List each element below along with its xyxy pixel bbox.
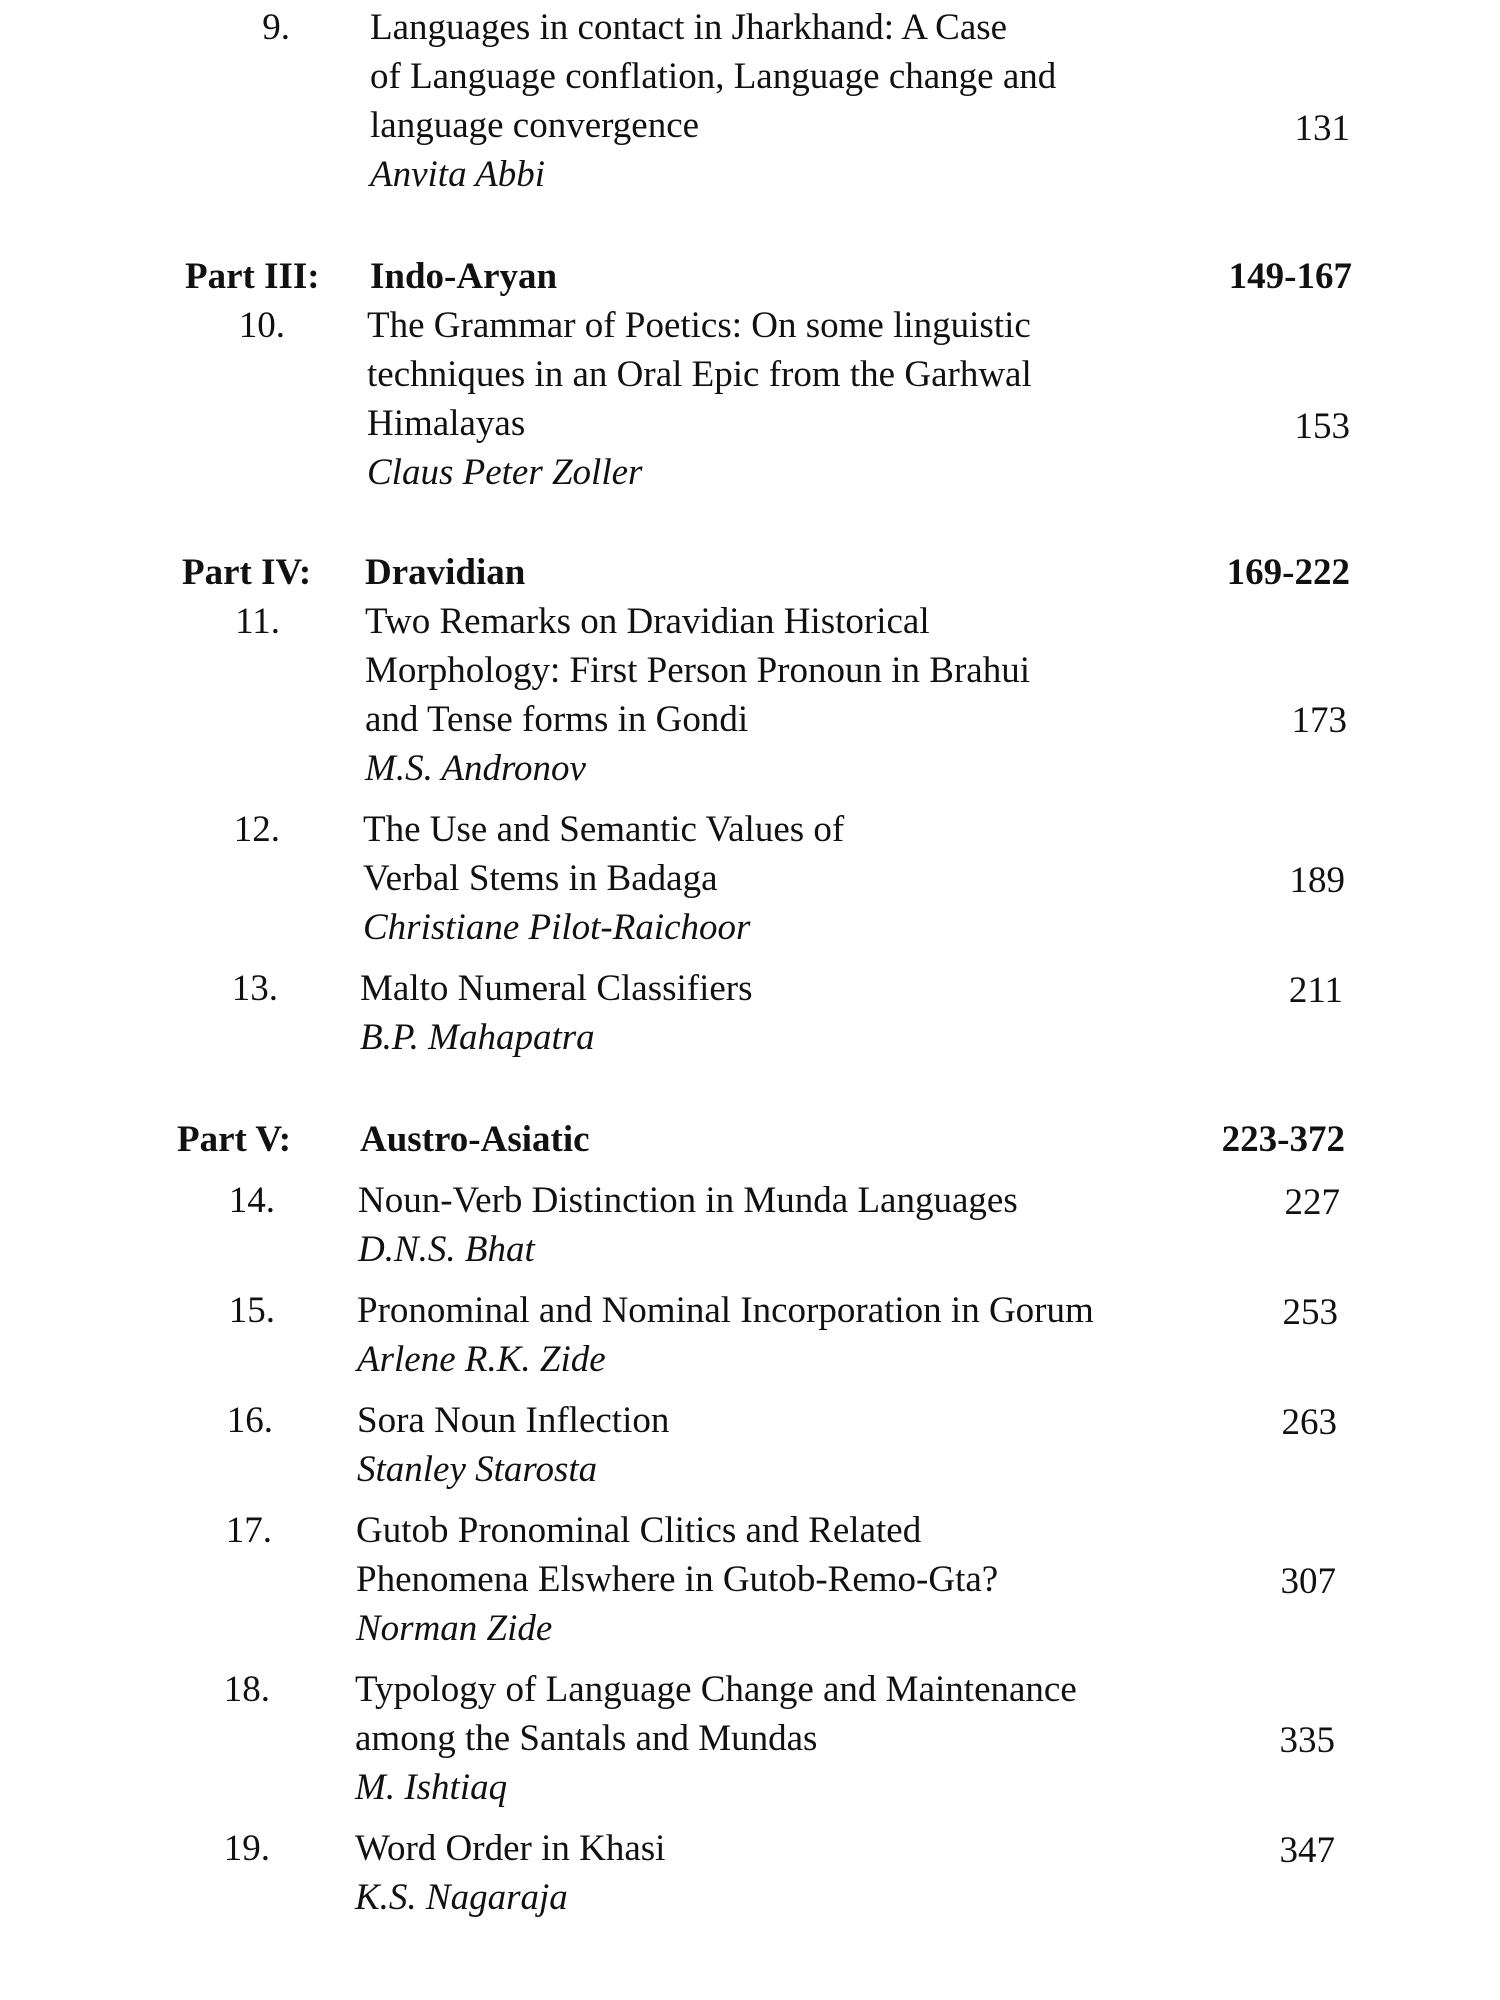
entry-title-line: Himalayas <box>367 403 526 444</box>
part-title: Austro-Asiatic <box>360 1119 590 1160</box>
entry-author: Claus Peter Zoller <box>367 452 643 493</box>
entry-number: 13. <box>231 968 278 1009</box>
entry-title-line: Morphology: First Person Pronoun in Brahui <box>365 650 1030 691</box>
entry-page-number: 173 <box>1291 700 1347 741</box>
entry-number: 16. <box>226 1400 273 1441</box>
entry-title-line: The Use and Semantic Values of <box>363 809 845 850</box>
entry-author: Norman Zide <box>356 1608 553 1649</box>
entry-page-number: 253 <box>1282 1292 1338 1333</box>
entry-number: 15. <box>228 1290 275 1331</box>
entry-title-line: Typology of Language Change and Maintenance <box>355 1669 1077 1710</box>
entry-title-line: Languages in contact in Jharkhand: A Case <box>370 7 1008 48</box>
entry-number: 18. <box>223 1669 270 1710</box>
entry-author: B.P. Mahapatra <box>360 1017 595 1058</box>
entry-author: Anvita Abbi <box>370 154 546 195</box>
entry-number: 14. <box>228 1180 275 1221</box>
entry-page-number: 347 <box>1279 1830 1335 1871</box>
entry-author: Arlene R.K. Zide <box>357 1339 606 1380</box>
entry-title-line: Malto Numeral Classifiers <box>360 968 753 1009</box>
entry-author: K.S. Nagaraja <box>355 1877 568 1918</box>
part-page-range: 169-222 <box>1226 552 1350 593</box>
part-page-range: 149-167 <box>1228 256 1352 297</box>
entry-title-line: Verbal Stems in Badaga <box>363 858 718 899</box>
part-page-range: 223-372 <box>1221 1119 1345 1160</box>
entry-title-line: The Grammar of Poetics: On some linguistic <box>367 305 1031 346</box>
entry-title-line: Two Remarks on Dravidian Historical <box>365 601 930 642</box>
entry-title-line: Noun-Verb Distinction in Munda Languages <box>358 1180 1018 1221</box>
entry-page-number: 335 <box>1279 1720 1335 1761</box>
entry-author: Christiane Pilot-Raichoor <box>363 907 751 948</box>
entry-number: 19. <box>223 1828 270 1869</box>
entry-author: M. Ishtiaq <box>355 1767 508 1808</box>
entry-title-line: Sora Noun Inflection <box>357 1400 670 1441</box>
entry-number: 9. <box>262 7 290 48</box>
entry-author: D.N.S. Bhat <box>358 1229 535 1270</box>
entry-title-line: techniques in an Oral Epic from the Garhwal <box>367 354 1032 395</box>
part-label: Part V: <box>177 1119 292 1160</box>
entry-author: Stanley Starosta <box>357 1449 598 1490</box>
part-title: Indo-Aryan <box>370 256 558 297</box>
entry-page-number: 263 <box>1281 1402 1337 1443</box>
entry-title-line: Word Order in Khasi <box>355 1828 666 1869</box>
entry-title-line: among the Santals and Mundas <box>355 1718 818 1759</box>
part-title: Dravidian <box>365 552 526 593</box>
entry-page-number: 131 <box>1294 108 1350 149</box>
entry-number: 12. <box>233 809 280 850</box>
entry-number: 11. <box>235 601 280 642</box>
entry-author: M.S. Andronov <box>365 748 586 789</box>
part-label: Part III: <box>185 256 320 297</box>
entry-number: 10. <box>238 305 285 346</box>
entry-number: 17. <box>225 1510 272 1551</box>
entry-title-line: language convergence <box>370 105 700 146</box>
entry-title-line: Gutob Pronominal Clitics and Related <box>356 1510 922 1551</box>
entry-title-line: of Language conflation, Language change and <box>370 56 1057 97</box>
entry-page-number: 189 <box>1289 860 1345 901</box>
entry-page-number: 307 <box>1280 1561 1336 1602</box>
entry-page-number: 153 <box>1294 406 1350 447</box>
entry-title-line: Pronominal and Nominal Incorporation in Gorum <box>357 1290 1094 1331</box>
entry-page-number: 227 <box>1284 1182 1340 1223</box>
entry-title-line: and Tense forms in Gondi <box>365 699 749 740</box>
part-label: Part IV: <box>182 552 312 593</box>
entry-page-number: 211 <box>1288 970 1343 1011</box>
entry-title-line: Phenomena Elswhere in Gutob-Remo-Gta? <box>356 1559 999 1600</box>
